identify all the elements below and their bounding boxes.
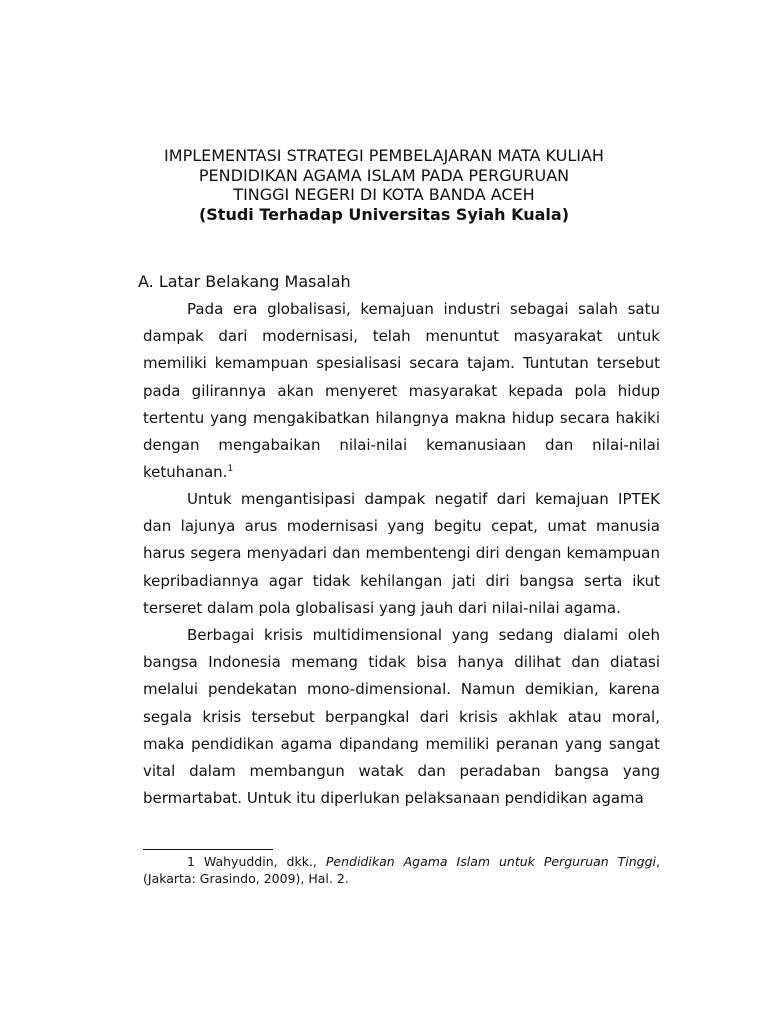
title-line: TINGGI NEGERI DI KOTA BANDA ACEH bbox=[233, 185, 535, 204]
paragraph-text: Pada era globalisasi, kemajuan industri sebagai salah satu dampak dari modernisasi, telah menuntut masyarakat untuk memiliki kemampuan spesialisasi secara tajam. Tuntutan tersebut pada gilirannya akan menyeret masyarakat kepada pola hidup tertentu yang mengakibatkan hilangnya makna hidup secara hakiki dengan mengabaikan nilai-nilai kemanusiaan dan nilai-nilai ketuhanan. bbox=[143, 300, 660, 482]
section-heading: A. Latar Belakang Masalah bbox=[138, 272, 351, 291]
title-subtitle: (Studi Terhadap Universitas Syiah Kuala) bbox=[198, 204, 570, 224]
footnote-reference[interactable]: 1 bbox=[227, 464, 234, 475]
footnote-publication: (Jakarta: Grasindo, 2009), Hal. 2. bbox=[143, 871, 349, 886]
body-paragraph bbox=[143, 296, 660, 486]
body-paragraph bbox=[143, 622, 660, 812]
title-line: IMPLEMENTASI STRATEGI PEMBELAJARAN MATA KULIAH bbox=[164, 146, 604, 165]
footnote-author: Wahyuddin, dkk., bbox=[203, 854, 317, 869]
footnote-punctuation: , bbox=[656, 854, 660, 869]
document-title bbox=[100, 146, 668, 224]
footnote bbox=[143, 853, 660, 887]
footnote-number: 1 bbox=[187, 854, 195, 869]
body-paragraph bbox=[143, 486, 660, 622]
paragraph-text: Berbagai krisis multidimensional yang sedang dialami oleh bangsa Indonesia memang tidak bisa hanya dilihat dan diatasi melalui pendekatan mono-dimensional. Namun demikian, karena segala krisis tersebut berpangkal dari krisis akhlak atau moral, maka pendidikan agama dipandang memiliki peranan yang sangat vital dalam membangun watak dan peradaban bangsa yang bermartabat. Untuk itu diperlukan pelaksanaan pendidikan agama bbox=[143, 626, 660, 808]
paragraph-text: Untuk mengantisipasi dampak negatif dari kemajuan IPTEK dan lajunya arus modernisasi yang begitu cepat, umat manusia harus segera menyadari dan membentengi diri dengan kemampuan kepribadiannya agar tidak kehilangan jati diri bangsa serta ikut terseret dalam pola globalisasi yang jauh dari nilai-nilai agama. bbox=[143, 490, 660, 617]
footnote-book-title: Pendidikan Agama Islam untuk Perguruan Tinggi bbox=[325, 854, 657, 869]
footnote-separator bbox=[143, 849, 273, 850]
title-line: PENDIDIKAN AGAMA ISLAM PADA PERGURUAN bbox=[198, 165, 570, 185]
